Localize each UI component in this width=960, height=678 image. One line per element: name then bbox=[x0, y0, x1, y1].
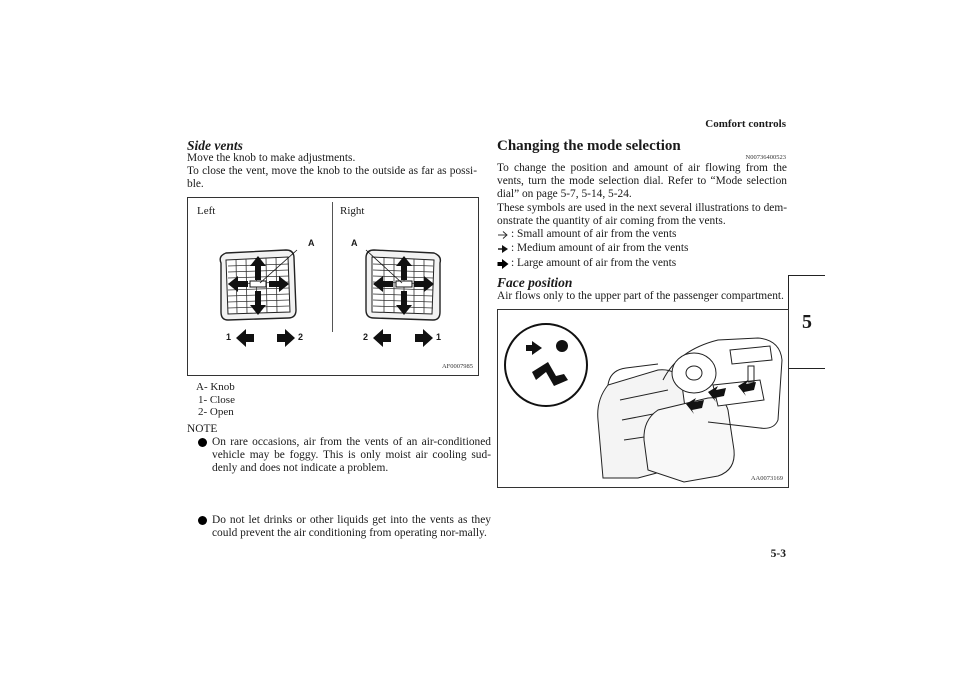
symbol-small bbox=[497, 228, 676, 241]
symbol-medium bbox=[497, 242, 688, 255]
arrow-large-icon bbox=[497, 259, 509, 269]
symbol-small-text: : Small amount of air from the vents bbox=[511, 228, 677, 240]
legend-item: 1- Close bbox=[198, 393, 235, 406]
face-position-heading: Face position bbox=[497, 275, 573, 290]
mode-selection-para2: These symbols are used in the next several illustrations to dem-onstrate the quantity of air coming from the vents. bbox=[497, 202, 787, 227]
legend-item: 2- Open bbox=[198, 406, 234, 418]
knob-label-a-left: A bbox=[308, 238, 315, 248]
figure-id: AF0007985 bbox=[441, 363, 473, 370]
reference-code: N00736400523 bbox=[745, 154, 786, 161]
left-label-1: 1 bbox=[226, 332, 232, 342]
page-number: 5-3 bbox=[770, 548, 786, 560]
note-text: Do not let drinks or other liquids get into the vents as they could prevent the air conditioning from operating nor-mally. bbox=[212, 514, 491, 539]
bullet-icon bbox=[198, 516, 207, 525]
mode-selection-para1: To change the position and amount of air flowing from the vents, turn the mode selection dial. Refer to “Mode selection dial” on page 5-7, 5-14, 5-24. bbox=[497, 162, 787, 200]
right-vent-icon bbox=[366, 250, 440, 347]
face-position-figure bbox=[497, 309, 789, 488]
interior-drawing bbox=[598, 338, 782, 482]
right-label-2: 2 bbox=[363, 332, 369, 342]
side-vents-para1: Move the knob to make adjustments. bbox=[187, 152, 356, 164]
note-item bbox=[198, 436, 491, 475]
bullet-icon bbox=[198, 438, 207, 447]
knob-label-a-right: A bbox=[351, 238, 358, 248]
left-vent-icon bbox=[220, 250, 297, 347]
symbol-large bbox=[497, 257, 676, 270]
arrow-medium-icon bbox=[497, 244, 509, 254]
mode-selection-heading: Changing the mode selection bbox=[497, 138, 681, 154]
side-vents-figure bbox=[187, 197, 479, 376]
side-vents-heading: Side vents bbox=[187, 138, 243, 153]
note-title: NOTE bbox=[187, 423, 218, 435]
right-label-1: 1 bbox=[436, 332, 442, 342]
side-vents-para2: To close the vent, move the knob to the outside as far as possi-ble. bbox=[187, 165, 477, 190]
figure-label-left: Left bbox=[197, 205, 216, 217]
figure-legend bbox=[196, 381, 235, 419]
face-position-illustration bbox=[498, 310, 788, 487]
note-text: On rare occasions, air from the vents of an air-conditioned vehicle may be foggy. This is only moist air cooling sud-denly and does not indicate a problem. bbox=[212, 436, 491, 474]
symbol-large-text: : Large amount of air from the vents bbox=[511, 257, 677, 269]
figure-id: AA0073169 bbox=[750, 475, 783, 482]
legend-item: A- Knob bbox=[196, 381, 235, 393]
left-label-2: 2 bbox=[298, 332, 304, 342]
vent-illustration bbox=[188, 198, 478, 375]
section-title: Comfort controls bbox=[705, 118, 786, 130]
face-position-para: Air flows only to the upper part of the passenger compartment. bbox=[497, 290, 784, 302]
arrow-small-icon bbox=[497, 230, 509, 240]
chapter-number: 5 bbox=[802, 310, 812, 333]
figure-label-right: Right bbox=[340, 205, 365, 217]
symbol-medium-text: : Medium amount of air from the vents bbox=[511, 242, 689, 254]
note-item bbox=[198, 514, 491, 540]
